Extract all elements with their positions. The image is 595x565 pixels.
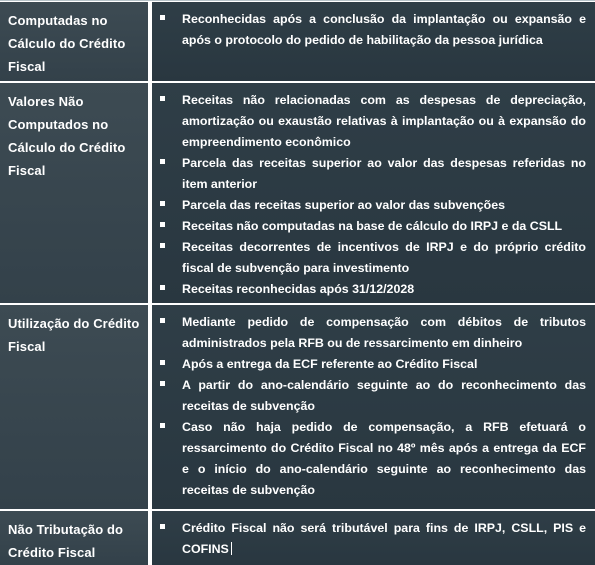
square-bullet-icon xyxy=(160,159,165,164)
list-item xyxy=(158,90,586,153)
list-item-text: Reconhecidas após a conclusão da implantação ou expansão e após o protocolo do pedido de habilitação da pessoa jurídica xyxy=(182,12,586,47)
list-item xyxy=(158,518,586,560)
square-bullet-icon xyxy=(160,222,165,227)
list-item xyxy=(158,312,586,354)
row-label-cell xyxy=(0,2,150,81)
list-item-text: Parcela das receitas superior ao valor das despesas referidas no item anterior xyxy=(182,156,586,191)
list-item-text: Após a entrega da ECF referente ao Crédito Fiscal xyxy=(182,357,478,371)
row-content-cell xyxy=(152,511,595,565)
bullet-list xyxy=(158,312,586,501)
list-item-text: Parcela das receitas superior ao valor das subvenções xyxy=(182,198,506,212)
row-content-cell xyxy=(152,2,595,81)
list-item xyxy=(158,195,586,216)
square-bullet-icon xyxy=(160,524,165,529)
list-item-text: Receitas reconhecidas após 31/12/2028 xyxy=(182,282,415,296)
square-bullet-icon xyxy=(160,243,165,248)
list-item xyxy=(158,153,586,195)
list-item-text: Receitas não computadas na base de cálculo do IRPJ e da CSLL xyxy=(182,219,563,233)
square-bullet-icon xyxy=(160,96,165,101)
list-item xyxy=(158,417,586,501)
list-item-text: Receitas decorrentes de incentivos de IRPJ e do próprio crédito fiscal de subvenção para investimento xyxy=(182,240,586,275)
square-bullet-icon xyxy=(160,15,165,20)
square-bullet-icon xyxy=(160,360,165,365)
table-row-nao-computados xyxy=(0,83,595,304)
table-row-utilizacao xyxy=(0,305,595,510)
list-item xyxy=(158,216,586,237)
square-bullet-icon xyxy=(160,201,165,206)
text-cursor xyxy=(231,542,232,555)
bullet-list xyxy=(158,9,586,51)
bullet-list xyxy=(158,518,586,560)
square-bullet-icon xyxy=(160,318,165,323)
row-label: Não Tributação do Crédito Fiscal xyxy=(8,522,124,560)
list-item xyxy=(158,354,586,375)
list-item-text: Mediante pedido de compensação com débitos de tributos administrados pela RFB ou de ressarcimento em dinheiro xyxy=(182,315,586,350)
bullet-list xyxy=(158,90,586,300)
row-label: Valores Não Computados no Cálculo do Crédito Fiscal xyxy=(8,94,126,178)
list-item xyxy=(158,375,586,417)
row-label-cell xyxy=(0,511,150,565)
square-bullet-icon xyxy=(160,423,165,428)
table-row-nao-tributacao xyxy=(0,511,595,565)
list-item xyxy=(158,279,586,300)
table-row-computadas xyxy=(0,2,595,82)
list-item-text: A partir do ano-calendário seguinte ao do reconhecimento das receitas de subvenção xyxy=(182,378,586,413)
row-label-cell xyxy=(0,83,150,303)
row-content-cell xyxy=(152,83,595,303)
square-bullet-icon xyxy=(160,285,165,290)
row-label: Utilização do Crédito Fiscal xyxy=(8,316,140,354)
row-label: Computadas no Cálculo do Crédito Fiscal xyxy=(8,13,126,74)
row-label-cell xyxy=(0,305,150,509)
list-item-text: Caso não haja pedido de compensação, a RFB efetuará o ressarcimento do Crédito Fiscal no 48º mês após a entrega da ECF e o início do ano-calendário seguinte ao reconhecimento das receitas de subvenção xyxy=(182,420,586,497)
list-item xyxy=(158,9,586,51)
list-item-text: Crédito Fiscal não será tributável para fins de IRPJ, CSLL, PIS e COFINS xyxy=(182,521,586,556)
square-bullet-icon xyxy=(160,381,165,386)
list-item-text: Receitas não relacionadas com as despesas de depreciação, amortização ou exaustão relativas à implantação ou à expansão do empreendimento econômico xyxy=(182,93,586,149)
list-item xyxy=(158,237,586,279)
row-content-cell xyxy=(152,305,595,509)
